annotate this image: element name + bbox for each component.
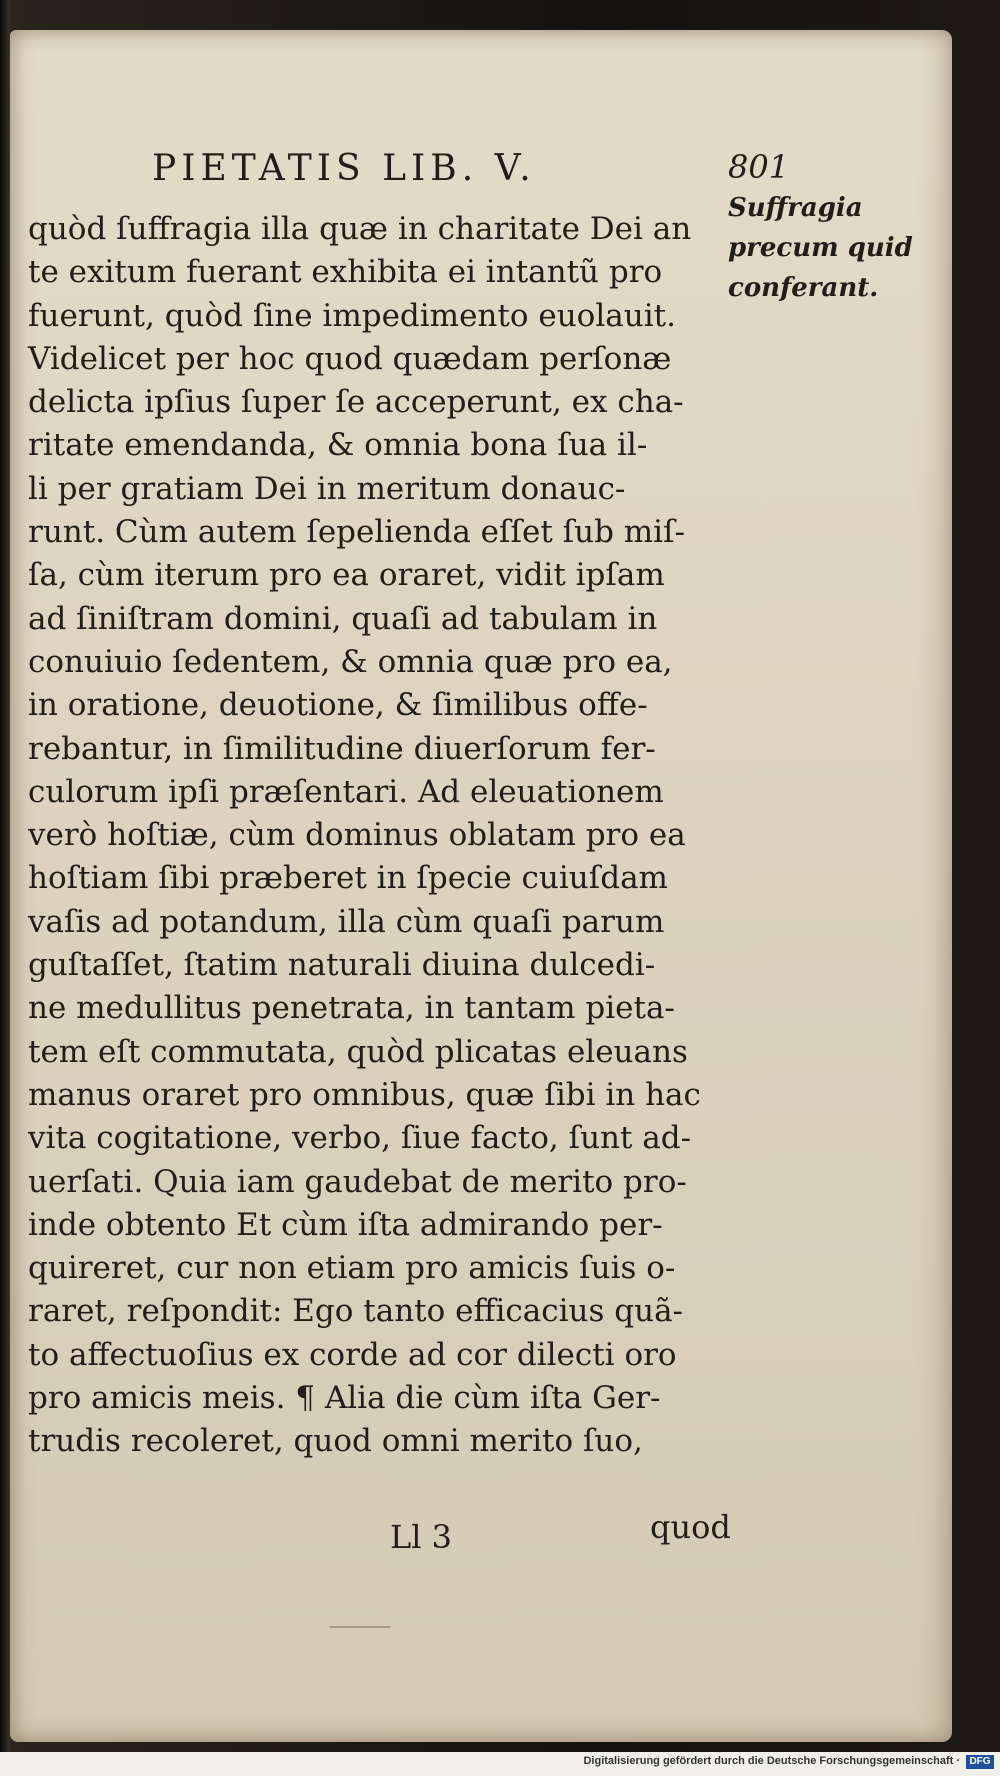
book-page: [10, 30, 952, 1742]
text-line: quòd ſuffragia illa quæ in charitate Dei an: [28, 211, 692, 247]
text-line: pro amicis meis. ¶ Alia die cùm iſta Ger-: [28, 1380, 661, 1417]
book-spine: [0, 0, 10, 1776]
folio-number: 801: [728, 148, 790, 186]
text-line: te exitum fuerant exhibita ei intantũ pro: [28, 254, 663, 291]
text-line: runt. Cùm autem ſepelienda eſſet ſub miſ-: [28, 514, 686, 551]
marginal-note: [728, 188, 952, 308]
text-line: Videlicet per hoc quod quædam perſonæ: [28, 340, 672, 377]
text-line: in oratione, deuotione, & ſimilibus offe-: [28, 687, 648, 724]
text-line: verò hoſtiæ, cùm dominus oblatam pro ea: [28, 817, 686, 854]
text-line: quireret, cur non etiam pro amicis ſuis o-: [28, 1250, 676, 1287]
text-line: delicta ipſius ſuper ſe acceperunt, ex cha-: [28, 384, 684, 421]
body-text: [28, 208, 728, 1464]
text-line: trudis recoleret, quod omni merito ſuo,: [28, 1423, 643, 1460]
text-line: vaſis ad potandum, illa cùm quaſi parum: [28, 903, 665, 940]
text-line: li per gratiam Dei in meritum donauc-: [28, 470, 626, 507]
text-line: culorum ipſi præſentari. Ad eleuationem: [28, 773, 664, 810]
marginal-note-line: conferant.: [728, 273, 879, 303]
dfg-logo-icon: DFG: [966, 1755, 994, 1769]
ink-mark: [330, 1626, 390, 1628]
text-line: ad ſiniſtram domini, quaſi ad tabulam in: [28, 600, 658, 637]
running-head: PIETATIS LIB. V.: [152, 148, 536, 189]
text-line: vita cogitatione, verbo, ſiue facto, ſunt ad-: [28, 1120, 692, 1157]
text-line: ne medullitus penetrata, in tantam pieta-: [28, 990, 675, 1027]
text-line: hoſtiam ſibi præberet in ſpecie cuiuſdam: [28, 860, 668, 897]
text-line: ritate emendanda, & omnia bona ſua il-: [28, 427, 648, 464]
text-line: raret, reſpondit: Ego tanto efficacius quã-: [28, 1293, 684, 1330]
text-line: ſa, cùm iterum pro ea oraret, vidit ipſam: [28, 557, 665, 594]
text-line: fuerunt, quòd ſine impedimento euolauit.: [28, 297, 676, 334]
text-line: rebantur, in ſimilitudine diuerſorum fer-: [28, 730, 656, 767]
text-line: manus oraret pro omnibus, quæ ſibi in hac: [28, 1076, 701, 1113]
signature-mark: Ll 3: [390, 1518, 453, 1556]
marginal-note-line: Suffragia: [728, 193, 863, 223]
text-line: guſtaſſet, ſtatim naturali diuina dulcedi-: [28, 947, 656, 984]
marginal-note-line: precum quid: [728, 233, 913, 263]
text-line: to affectuoſius ex corde ad cor dilecti oro: [28, 1336, 677, 1373]
text-line: inde obtento Et cùm iſta admirando per-: [28, 1206, 663, 1243]
catchword: quod: [650, 1508, 731, 1546]
text-line: uerſati. Quia iam gaudebat de merito pro-: [28, 1163, 687, 1200]
text-line: tem eſt commutata, quòd plicatas eleuans: [28, 1033, 688, 1070]
digitization-credit: Digitalisierung gefördert durch die Deutsche Forschungsgemeinschaft ·: [583, 1755, 960, 1767]
text-line: conuiuio ſedentem, & omnia quæ pro ea,: [28, 643, 673, 680]
